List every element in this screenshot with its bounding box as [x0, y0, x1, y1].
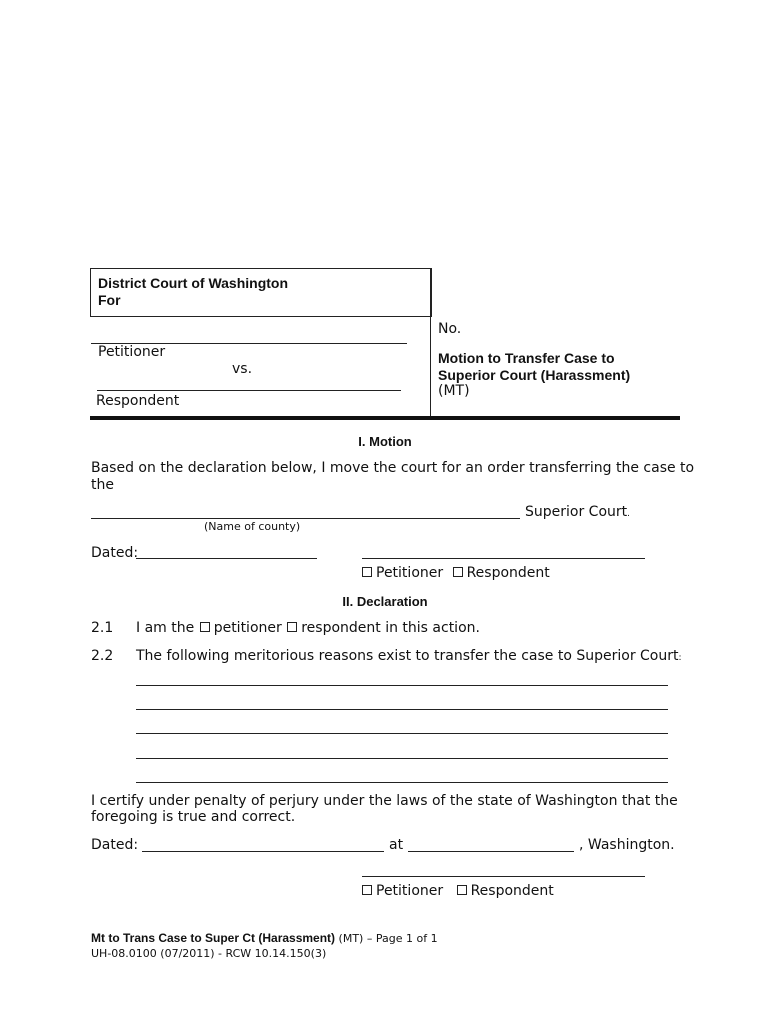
- document-title: [438, 350, 630, 384]
- court-line-2: For: [98, 292, 121, 308]
- motion-date-line[interactable]: [136, 558, 317, 559]
- footer-form-id: UH-08.0100 (07/2011) - RCW 10.14.150(3): [91, 947, 327, 960]
- versus-label: vs.: [232, 361, 253, 377]
- document-title-line-2: Superior Court (Harassment): [438, 367, 631, 383]
- respondent-name-line[interactable]: [97, 390, 401, 391]
- court-name: [98, 275, 288, 309]
- certify-petitioner-label: Petitioner: [376, 883, 444, 899]
- document-code: (MT): [438, 383, 470, 399]
- motion-text-line-1: Based on the declaration below, I move the court for an order transferring the case to: [91, 460, 695, 476]
- court-line-1: District Court of Washington: [98, 275, 289, 291]
- item-2-1: [136, 620, 480, 637]
- certify-line-1: I certify under penalty of perjury under the laws of the state of Washington that the: [91, 793, 678, 809]
- document-title-line-1: Motion to Transfer Case to: [438, 350, 615, 366]
- footer-title-rest: (MT) – Page 1 of 1: [335, 932, 438, 945]
- motion-text-line-2: the: [91, 477, 114, 493]
- reasons-line[interactable]: [136, 685, 668, 686]
- superior-court-label: [525, 504, 630, 523]
- item-2-1-respondent-label: respondent in this action.: [301, 620, 480, 636]
- item-2-1-number: 2.1: [91, 620, 114, 636]
- case-number-label: No.: [438, 321, 462, 337]
- certify-respondent-checkbox[interactable]: [457, 885, 467, 895]
- reasons-line[interactable]: [136, 709, 668, 710]
- motion-respondent-checkbox[interactable]: [453, 567, 463, 577]
- item-2-1-prefix: I am the: [136, 620, 195, 636]
- certify-petitioner-checkbox[interactable]: [362, 885, 372, 895]
- caption-divider: [430, 268, 431, 416]
- county-input-line[interactable]: [91, 518, 520, 519]
- reasons-line[interactable]: [136, 758, 668, 759]
- motion-signer-options: [362, 565, 550, 582]
- certify-signature-line[interactable]: [362, 876, 645, 877]
- reasons-line[interactable]: [136, 733, 668, 734]
- footer-title: [91, 931, 438, 945]
- item-2-2: [136, 648, 682, 667]
- motion-petitioner-checkbox[interactable]: [362, 567, 372, 577]
- certify-at-label: at: [389, 837, 404, 853]
- item-2-1-petitioner-checkbox[interactable]: [200, 622, 210, 632]
- motion-dated-label: Dated:: [91, 545, 139, 561]
- county-hint: (Name of county): [204, 520, 301, 533]
- section-1-heading: I. Motion: [358, 434, 412, 449]
- section-2-heading: II. Declaration: [342, 594, 428, 609]
- respondent-label: Respondent: [96, 393, 180, 409]
- item-2-2-number: 2.2: [91, 648, 114, 664]
- superior-court-text: Superior Court: [525, 504, 628, 520]
- certify-line-2: foregoing is true and correct.: [91, 809, 296, 825]
- item-2-1-respondent-checkbox[interactable]: [287, 622, 297, 632]
- superior-court-period: .: [627, 509, 631, 519]
- petitioner-label: Petitioner: [98, 344, 166, 360]
- footer-title-bold: Mt to Trans Case to Super Ct (Harassment): [91, 931, 336, 945]
- certify-dated-label: Dated:: [91, 837, 139, 853]
- item-2-2-colon: :: [678, 653, 682, 663]
- motion-respondent-label: Respondent: [466, 565, 550, 581]
- item-2-1-petitioner-label: petitioner: [213, 620, 282, 636]
- certify-date-line[interactable]: [142, 851, 384, 852]
- certify-respondent-label: Respondent: [470, 883, 554, 899]
- motion-petitioner-label: Petitioner: [376, 565, 444, 581]
- motion-signature-line[interactable]: [362, 558, 645, 559]
- caption-thick-rule: [90, 416, 680, 420]
- reasons-line[interactable]: [136, 782, 668, 783]
- item-2-2-text: The following meritorious reasons exist to transfer the case to Superior Court: [136, 648, 679, 664]
- certify-washington-label: , Washington.: [579, 837, 675, 853]
- certify-city-line[interactable]: [408, 851, 574, 852]
- certify-signer-options: [362, 883, 554, 900]
